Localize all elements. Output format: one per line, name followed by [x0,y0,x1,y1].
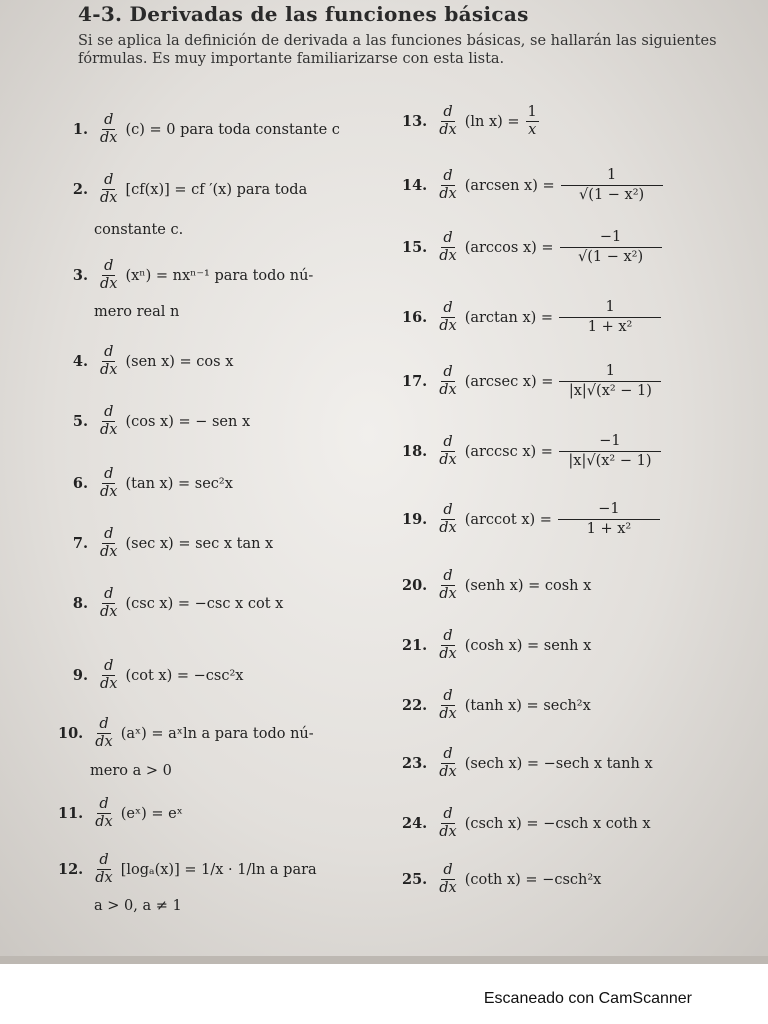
formula-24 [402,806,651,841]
formula-rhs-fraction: $\frac{1}{x}$ [527,104,537,138]
formula-number: 18. [402,443,428,460]
formula-19 [402,500,660,539]
formula-number: 16. [402,309,428,326]
intro-paragraph: Si se aplica la definición de derivada a las funciones básicas, se hallarán las siguientes fórmulas. Es muy importante familiarizarse con esta lista. [78,33,717,67]
derivative-operator: $\frac{d}{dx}$ [100,466,118,500]
derivative-operator: $\frac{d}{dx}$ [439,568,457,602]
derivative-operator: $\frac{d}{dx}$ [100,586,118,620]
formula-number: 19. [402,511,428,528]
formula-lhs: (ln x) = [464,113,520,130]
derivative-operator: $\frac{d}{dx}$ [439,806,457,840]
formula-number: 8. [72,595,88,612]
formula-4 [64,344,233,379]
formula-continuation: constante c. [94,222,184,238]
formula-rhs-fraction: $\frac{1}{\text{1 + x²}}$ [559,298,661,337]
formula-number: 1. [72,121,88,138]
formula-6 [64,466,233,501]
formula-number: 7. [72,535,88,552]
formula-12 [58,852,317,887]
formula-number: 5. [72,413,88,430]
formula-lhs: (arcsec x) = [464,373,554,390]
formula-number: 23. [402,755,428,772]
derivative-operator: $\frac{d}{dx}$ [100,172,118,206]
formula-number: 25. [402,871,428,888]
formula-8 [64,586,283,621]
formula-lhs: (arcsen x) = [464,177,555,194]
scan-bottom-edge [0,956,768,964]
derivative-operator: $\frac{d}{dx}$ [100,344,118,378]
formula-3 [64,258,313,293]
formula-5 [64,404,250,439]
formula-number: 6. [72,475,88,492]
derivative-operator: $\frac{d}{dx}$ [100,526,118,560]
formula-number: 15. [402,239,428,256]
derivative-operator: $\frac{d}{dx}$ [439,230,457,264]
formula-18 [402,432,661,471]
formula-23 [402,746,653,781]
formula-16 [402,298,661,337]
derivative-operator: $\frac{d}{dx}$ [439,746,457,780]
derivative-operator: $\frac{d}{dx}$ [100,112,118,146]
formula-number: 4. [72,353,88,370]
formula-9 [64,658,243,693]
formula-13 [402,104,539,139]
formula-expression: (xⁿ) = nxⁿ⁻¹ para todo nú- [125,267,314,284]
derivative-operator: $\frac{d}{dx}$ [439,502,457,536]
formula-number: 24. [402,815,428,832]
formula-continuation: a > 0, a ≠ 1 [94,898,182,914]
formula-20 [402,568,591,603]
formula-number: 13. [402,113,428,130]
derivative-operator: $\frac{d}{dx}$ [439,168,457,202]
formula-22 [402,688,591,723]
formula-lhs: (arccsc x) = [464,443,553,460]
formula-lhs: (arccot x) = [464,511,552,528]
derivative-operator: $\frac{d}{dx}$ [439,688,457,722]
formula-expression: (tan x) = sec²x [125,475,233,492]
formula-21 [402,628,591,663]
formula-number: 22. [402,697,428,714]
formula-continuation: mero a > 0 [90,763,172,779]
derivative-operator: $\frac{d}{dx}$ [439,104,457,138]
formula-number: 10. [58,725,84,742]
derivative-operator: $\frac{d}{dx}$ [95,852,113,886]
formula-15 [402,228,662,267]
formula-number: 9. [72,667,88,684]
formula-number: 11. [58,805,84,822]
formula-expression: (c) = 0 para toda constante c [125,121,340,138]
section-heading: 4-3. Derivadas de las funciones básicas [78,2,529,26]
formula-expression: (aˣ) = aˣln a para todo nú- [120,725,314,742]
formula-1 [64,112,340,147]
formula-11 [58,796,183,831]
formula-number: 2. [72,181,88,198]
derivative-operator: $\frac{d}{dx}$ [95,716,113,750]
formula-number: 14. [402,177,428,194]
formula-continuation: mero real n [94,304,180,320]
formula-14 [402,166,663,205]
formula-number: 21. [402,637,428,654]
formula-expression: [logₐ(x)] = 1/x · 1/ln a para [120,861,317,878]
derivative-operator: $\frac{d}{dx}$ [100,658,118,692]
formula-2 [64,172,307,207]
formula-expression: (sec x) = sec x tan x [125,535,274,552]
formula-rhs-fraction: $\frac{-1}{\text{√(1 − x²)}}$ [560,228,662,267]
formula-expression: (senh x) = cosh x [464,577,592,594]
formula-lhs: (arctan x) = [464,309,554,326]
formula-expression: [cf(x)] = cf ′(x) para toda [125,181,308,198]
derivative-operator: $\frac{d}{dx}$ [439,364,457,398]
derivative-operator: $\frac{d}{dx}$ [439,862,457,896]
formula-lhs: (arccos x) = [464,239,554,256]
formula-rhs-fraction: $\frac{-1}{\text{1 + x²}}$ [558,500,660,539]
formula-number: 3. [72,267,88,284]
formula-rhs-fraction: $\frac{1}{\text{√(1 − x²)}}$ [561,166,663,205]
formula-number: 20. [402,577,428,594]
formula-25 [402,862,601,897]
formula-expression: (cosh x) = senh x [464,637,592,654]
formula-expression: (csch x) = −csch x coth x [464,815,651,832]
formula-rhs-fraction: $\frac{-1}{\text{|x|√(x² − 1)}}$ [559,432,661,471]
formula-7 [64,526,273,561]
derivative-operator: $\frac{d}{dx}$ [95,796,113,830]
formula-expression: (cos x) = − sen x [125,413,251,430]
formula-10 [58,716,314,751]
formula-expression: (sen x) = cos x [125,353,234,370]
formula-expression: (csc x) = −csc x cot x [125,595,284,612]
derivative-operator: $\frac{d}{dx}$ [439,628,457,662]
formula-17 [402,362,661,401]
formula-number: 12. [58,861,84,878]
formula-expression: (coth x) = −csch²x [464,871,602,888]
camscanner-watermark: Escaneado con CamScanner [483,990,692,1007]
derivative-operator: $\frac{d}{dx}$ [100,258,118,292]
formula-expression: (cot x) = −csc²x [125,667,244,684]
formula-rhs-fraction: $\frac{1}{\text{|x|√(x² − 1)}}$ [559,362,661,401]
formula-number: 17. [402,373,428,390]
formula-expression: (tanh x) = sech²x [464,697,591,714]
formula-expression: (eˣ) = eˣ [120,805,183,822]
derivative-operator: $\frac{d}{dx}$ [439,434,457,468]
derivative-operator: $\frac{d}{dx}$ [439,300,457,334]
formula-expression: (sech x) = −sech x tanh x [464,755,653,772]
derivative-operator: $\frac{d}{dx}$ [100,404,118,438]
